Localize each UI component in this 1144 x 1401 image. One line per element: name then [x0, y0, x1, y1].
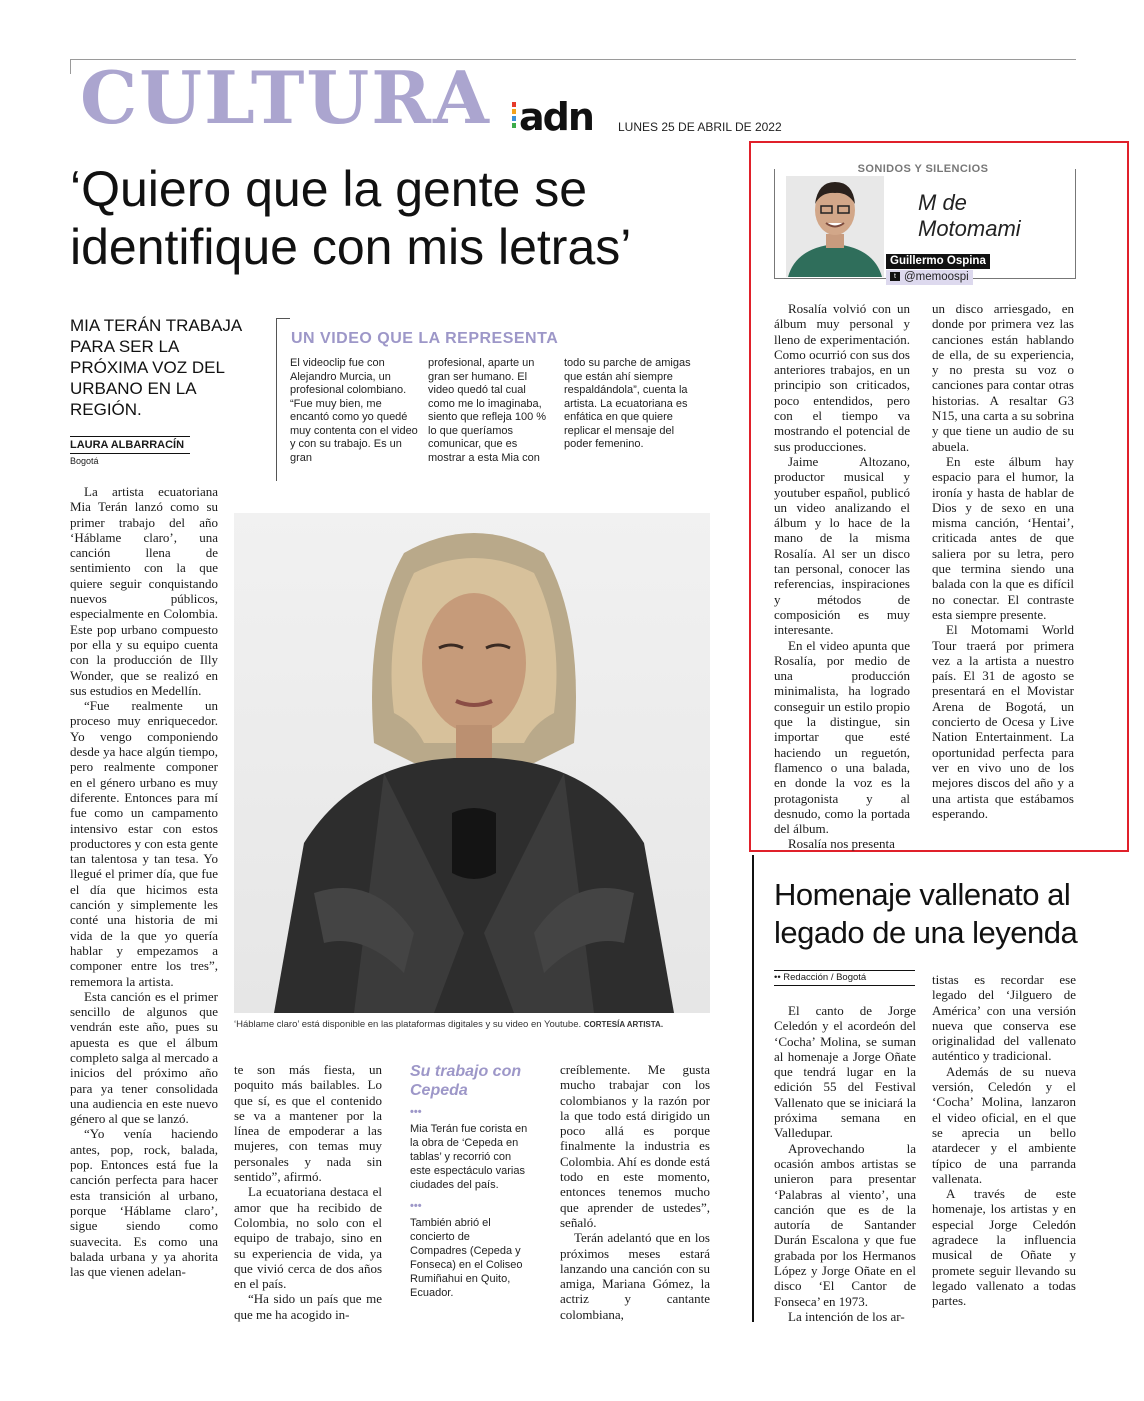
article-column-2	[234, 1062, 382, 1322]
column-handle[interactable]	[886, 270, 973, 285]
author-name: LAURA ALBARRACÍN	[70, 439, 185, 451]
avatar-illustration	[786, 176, 884, 277]
paragraph: En el video apunta que Rosalía, por medio de una producción minimalista, ha logrado conseguir un estilo propio que la distingue, sin importar que esté haciendo un reguetón, flamenco o una balada, en donde la voz es la protagonista y al desnudo, como la portada del álbum.	[774, 637, 910, 837]
column-text-right	[932, 301, 1074, 821]
dots-icon: •••	[410, 1106, 422, 1118]
handle-text: @memoospi	[904, 271, 969, 283]
paragraph: Además de su nueva versión, Celedón y el ‘Cocha’ Molina, lanzaron el video oficial, en el que se aprecia un bello atardecer y el ambiente típico de una parranda vallenata.	[932, 1063, 1076, 1186]
paragraph: “Fue realmente un proceso muy enriquecedor. Yo vengo componiendo desde ya hace algún tiempo, pero realmente componer en el género urbano es muy diferente. Entonces para mí fue como un campamento intensivo estar con estos productores y con esta gente tan talentosa y tan tesa. Yo llegué el primer día, que fue el día que hicimos esta canción y simplemente les conté una historia de mi vida de la que yo quería hablar y empezamos a componer entre los tres”, rememora la artista.	[70, 698, 219, 989]
issue-date: LUNES 25 DE ABRIL DE 2022	[618, 120, 782, 134]
article-headline: ‘Quiero que la gente se identifique con mis letras’	[70, 161, 632, 275]
author-avatar	[786, 176, 884, 277]
column-text-left	[774, 301, 910, 852]
paragraph: Rosalía nos presenta	[788, 836, 895, 852]
artist-photo	[234, 513, 710, 1013]
paragraph: El canto de Jorge Celedón y el acordeón del ‘Cocha’ Molina, se suman al homenaje a Jorge Oñate que tendrá lugar en la edición 55 del Festival Vallenato que se iniciará la próxima semana en Valledupar.	[774, 1003, 916, 1141]
cepeda-paragraph-2: También abrió el concierto de Compadres (Cepeda y Fonseca) en el Coliseo Rumiñahui en Quito, Ecuador.	[410, 1217, 523, 1299]
sidebox-col-1: El videoclip fue con Alejandro Murcia, un profesional colombiano. “Fue muy bien, me encantó como yo quedé muy contenta con el video y con su trabajo. Es un gran	[290, 357, 418, 464]
paragraph: creíblemente. Me gusta mucho trabajar con los colombianos y la razón por la que todo está dirigido un poco allá es porque finalmente la industria es Colombia. Ahí es donde está todo en este momento, entonces tenemos mucho que aprender de ustedes”, señaló.	[560, 1062, 710, 1230]
photo-caption	[234, 1019, 714, 1030]
logo-text: adn	[519, 95, 593, 139]
paragraph: “Yo venía haciendo antes, pop, rock, balada, pop. Entonces está fue la canción perfecta para hacer esta transición al urbano, porque ‘Háblame claro’, sigue siendo como suavecita. Es como una balada urbana y ya ahorita las que vienen adelan-	[70, 1126, 218, 1280]
paragraph: La ecuatoriana destaca el amor que ha recibido de Colombia, no solo con el equipo de trabajo, sino en su experiencia de vida, ya que vivió cerca de dos años en el país.	[234, 1184, 382, 1292]
sidebox-col-2: profesional, aparte un gran ser humano. El video quedó tal cual como me lo imaginaba, siento que refleja 100 % lo que queríamos comunicar, que es mostrar a esta Mia con	[428, 357, 547, 464]
dots-icon: •••	[410, 1200, 422, 1212]
caption-text: ‘Háblame claro’ está disponible en las plataformas digitales y su video en Youtube.	[234, 1019, 582, 1030]
paragraph: tistas es recordar ese legado del ‘Jilguero de América’ con una versión nueva que conserva ese originalidad del vallenato auténtico y tradicional.	[932, 972, 1076, 1064]
paragraph: “Ha sido un país que me que me ha acogido in-	[234, 1291, 382, 1322]
paragraph: A través de este homenaje, los artistas y en especial Jorge Celedón agradece la influencia musical de Oñate y promete seguir llevando su legado vallenato a todas partes.	[932, 1186, 1076, 1309]
paragraph: un disco arriesgado, en donde por primera vez las canciones están hablando de ella, de su experiencia, y no presta su voz o canciones para contar otras historias. A resaltar G3 N15, una carta a su sobrina y que tiene un audio de su abuela.	[932, 301, 1074, 454]
paragraph: te son más fiesta, un poquito más bailables. Lo que sí, es que el contenido se va a mantener por la línea de empoderar a las mujeres, con temas muy personales y nada sin sentido”, afirmó.	[234, 1062, 382, 1185]
section-title: CULTURA	[80, 55, 491, 140]
column-divider	[752, 855, 754, 1322]
paragraph: Aprovechando la ocasión ambos artistas se unieron para presentar ‘Palabras al viento’, una canción que es de la autoría de Santander Durán Escalona y que fue grabada por los Hermanos López y Jorge Oñate en el disco ‘El Cantor de Fonseca’ en 1973.	[774, 1140, 916, 1309]
article-column-4	[560, 1062, 710, 1322]
logo-bars-icon	[512, 102, 516, 130]
artist-portrait-illustration	[234, 513, 710, 1013]
homenaje-headline: Homenaje vallenato al legado de una leyenda	[774, 877, 1078, 950]
cepeda-title: Su trabajo con Cepeda	[410, 1063, 522, 1099]
paragraph: Terán adelantó que en los próximos meses estará lanzando una canción con su amiga, Mariana Gómez, la actriz y cantante colombiana,	[560, 1230, 710, 1322]
author-location: Bogotá	[70, 453, 190, 466]
sidebox-title: UN VIDEO QUE LA REPRESENTA	[291, 330, 559, 347]
sidebox-rule	[276, 318, 277, 481]
twitter-icon: t	[890, 272, 900, 281]
cepeda-paragraph-1: Mia Terán fue corista en la obra de ‘Cepeda en tablas’ y recorrió con este espectáculo varias ciudades del país.	[410, 1123, 528, 1191]
paragraph: La intención de los ar-	[788, 1308, 905, 1324]
paragraph: Esta canción es el primer sencillo de algunos que vendrán este año, pues su apuesta es que el álbum completo salga al mercado a inicios del próximo año para ya tener consolidada una audiencia en este nuevo género al que se lanzó.	[70, 988, 218, 1127]
top-rule-tick	[70, 59, 71, 74]
paragraph: El Motomami World Tour traerá por primera vez a la artista a nuestro país. El 31 de agosto se presentará en el Movistar Arena de Bogotá, un concierto de Ocesa y Live Nation Entertainment. La oportunidad perfecta para ver en vivo uno de los mejores discos del año y a una artista que estábamos esperando.	[932, 622, 1074, 821]
sidebox-col-3: todo su parche de amigas que están ahí siempre respaldándola”, cuenta la artista. La ecuatoriana es enfática en que quiere replicar el mensaje del poder femenino.	[564, 357, 691, 450]
homenaje-byline: •• Redacción / Bogotá	[774, 970, 915, 986]
column-title-line-2: Motomami	[918, 216, 1021, 241]
homenaje-column-left	[774, 1003, 916, 1324]
homenaje-column-right	[932, 972, 1076, 1309]
column-kicker: SONIDOS Y SILENCIOS	[857, 163, 989, 175]
column-title-line-1: M de	[918, 190, 967, 215]
article-column-1	[70, 484, 218, 1279]
sidebox-rule-top	[276, 318, 290, 319]
article-byline	[70, 436, 190, 466]
paragraph: La artista ecuatoriana Mia Terán lanzó como su primer trabajo del año ‘Háblame claro’, una canción llena de sentimiento con la que quiere seguir conquistando nuevos públicos, especialmente en Colombia. Este pop urbano compuesto por ella y su equipo cuenta con la producción de Illy Wonder, que se realizó en sus estudios en Medellín.	[70, 484, 218, 698]
caption-credit: CORTESÍA ARTISTA.	[583, 1020, 664, 1029]
article-kicker: MIA TERÁN TRABAJA PARA SER LA PRÓXIMA VOZ DEL URBANO EN LA REGIÓN.	[70, 316, 242, 419]
adn-logo	[512, 95, 593, 139]
column-author: Guillermo Ospina	[886, 254, 990, 269]
paragraph: En este álbum hay espacio para el humor, la ironía y hasta de hablar de Dios y de sexo en una misma canción, ‘Hentai’, criticada antes de que saliera por su letra, pero que termina siendo una balada con la que es difícil no conectar. El contraste esta siempre presente.	[932, 453, 1074, 622]
paragraph: Rosalía volvió con un álbum muy personal y lleno de experimentación. Como ocurrió con sus dos anteriores trabajos, en un principio son criticados, poco entendidos, pero con el tiempo va mostrando el potencial de sus producciones.	[774, 301, 910, 454]
column-title	[918, 190, 1021, 242]
paragraph: Jaime Altozano, productor musical y youtuber español, publicó un video analizando el álbum y lo hace de la mano de la misma Rosalía. Al ser un disco tan personal, conocer las referencias, inspiraciones y métodos de composición es muy interesante.	[774, 453, 910, 638]
